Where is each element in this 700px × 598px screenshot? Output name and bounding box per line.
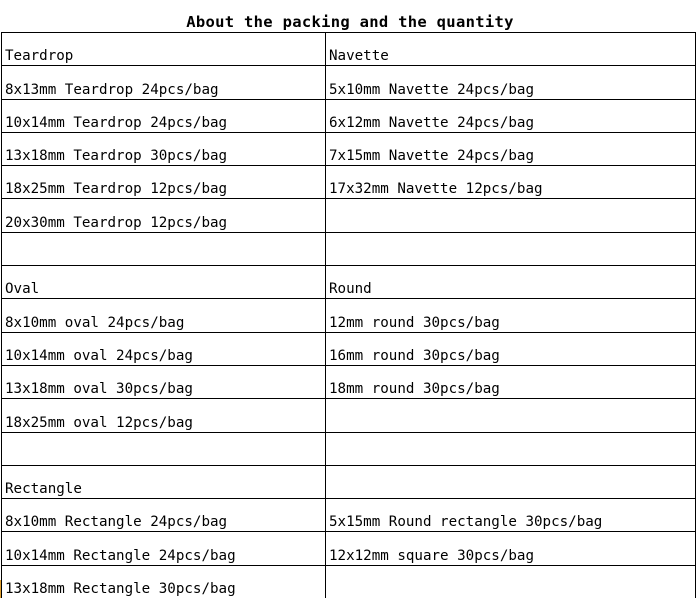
sheet-title: About the packing and the quantity [186, 13, 514, 31]
cell-right[interactable] [326, 232, 696, 265]
cell-left[interactable]: 10x14mm Rectangle 24pcs/bag [2, 532, 326, 565]
cell-cursor-marker [0, 580, 1, 598]
table-row [2, 532, 696, 565]
cell-left[interactable]: 13x18mm Rectangle 30pcs/bag [2, 565, 326, 598]
cell-right[interactable]: Round [326, 266, 696, 299]
cell-left[interactable]: 20x30mm Teardrop 12pcs/bag [2, 199, 326, 232]
cell-right[interactable]: 6x12mm Navette 24pcs/bag [326, 99, 696, 132]
table-row [2, 432, 696, 465]
cell-left[interactable]: 8x13mm Teardrop 24pcs/bag [2, 66, 326, 99]
cell-right[interactable]: 7x15mm Navette 24pcs/bag [326, 132, 696, 165]
table-row [2, 299, 696, 332]
cell-right[interactable]: 12x12mm square 30pcs/bag [326, 532, 696, 565]
table-row [2, 132, 696, 165]
cell-right[interactable]: 16mm round 30pcs/bag [326, 332, 696, 365]
cell-right[interactable]: 12mm round 30pcs/bag [326, 299, 696, 332]
cell-right[interactable] [326, 465, 696, 498]
cell-left[interactable]: 10x14mm Teardrop 24pcs/bag [2, 99, 326, 132]
table-row [2, 199, 696, 232]
table-row [2, 332, 696, 365]
table-row [2, 399, 696, 432]
cell-right[interactable] [326, 432, 696, 465]
cell-right[interactable]: 5x10mm Navette 24pcs/bag [326, 66, 696, 99]
cell-left[interactable]: 13x18mm oval 30pcs/bag [2, 365, 326, 398]
table-row [2, 66, 696, 99]
table-row [2, 166, 696, 199]
table-row [2, 99, 696, 132]
table-row [2, 365, 696, 398]
cell-left[interactable]: Rectangle [2, 465, 326, 498]
cell-left[interactable]: 10x14mm oval 24pcs/bag [2, 332, 326, 365]
cell-left[interactable] [2, 232, 326, 265]
packing-table [1, 32, 696, 598]
table-row [2, 499, 696, 532]
table-row [2, 232, 696, 265]
cell-right[interactable] [326, 565, 696, 598]
cell-left[interactable]: 8x10mm Rectangle 24pcs/bag [2, 499, 326, 532]
table-row [2, 266, 696, 299]
table-row [2, 33, 696, 66]
cell-right[interactable]: Navette [326, 33, 696, 66]
cell-left[interactable]: 18x25mm Teardrop 12pcs/bag [2, 166, 326, 199]
cell-left[interactable] [2, 432, 326, 465]
cell-left[interactable]: Teardrop [2, 33, 326, 66]
cell-right[interactable] [326, 199, 696, 232]
cell-right[interactable] [326, 399, 696, 432]
cell-left[interactable]: 8x10mm oval 24pcs/bag [2, 299, 326, 332]
cell-left[interactable]: 18x25mm oval 12pcs/bag [2, 399, 326, 432]
cell-right[interactable]: 18mm round 30pcs/bag [326, 365, 696, 398]
table-row [2, 565, 696, 598]
cell-left[interactable]: Oval [2, 266, 326, 299]
cell-right[interactable]: 5x15mm Round rectangle 30pcs/bag [326, 499, 696, 532]
cell-left[interactable]: 13x18mm Teardrop 30pcs/bag [2, 132, 326, 165]
table-row [2, 465, 696, 498]
cell-right[interactable]: 17x32mm Navette 12pcs/bag [326, 166, 696, 199]
